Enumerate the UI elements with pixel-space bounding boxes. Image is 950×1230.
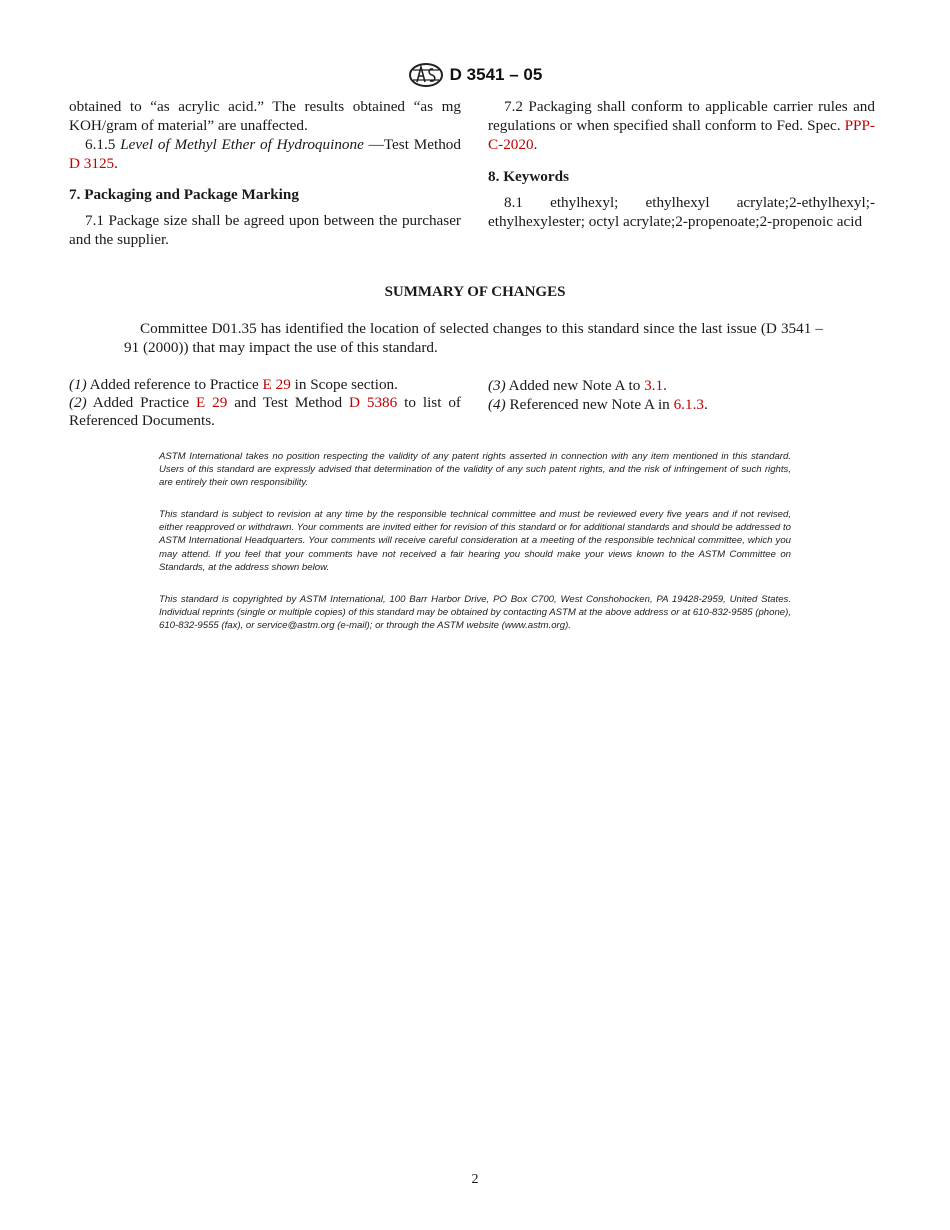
change-item-1: (1) Added reference to Practice E 29 in Scope section. [69, 376, 398, 393]
page-number: 2 [471, 1172, 479, 1187]
page-header [0, 62, 950, 88]
changes-left-column [69, 376, 461, 430]
continued-paragraph: obtained to “as acrylic acid.” The results obtained “as mg KOH/gram of material” are unaffected. [69, 98, 461, 134]
paragraph-8-1: 8.1 ethylhexyl; ethylhexyl acrylate;2-ethylhexyl;-ethylhexylester; octyl acrylate;2-propenoate;2-propenoic acid [488, 194, 875, 230]
paragraph-7-1: 7.1 Package size shall be agreed upon between the purchaser and the supplier. [69, 212, 461, 248]
summary-title: SUMMARY OF CHANGES [384, 284, 566, 300]
section-heading-7: 7. Packaging and Package Marking [69, 186, 299, 203]
left-column [69, 97, 461, 249]
link-d3125[interactable]: D 3125 [69, 155, 115, 172]
summary-intro: Committee D01.35 has identified the location of selected changes to this standard since the last issue (D 3541 – 91 (2000)) that may impact the use of this standard. [124, 320, 823, 356]
link-3-1[interactable]: 3.1 [644, 377, 664, 394]
revision-notice: This standard is subject to revision at any time by the responsible technical committee and must be reviewed every five years and if not revised, either reapproved or withdrawn. Your comments are invited either for revision of this standard or for additional standards and should be addressed to ASTM International Headquarters. Your comments will receive careful consideration at a meeting of the responsible technical committee, which you may attend. If you feel that your comments have not received a fair hearing you should make your views known to the ASTM Committee on Standards, at the address shown below. [159, 509, 791, 573]
paragraph-7-2: 7.2 Packaging shall conform to applicable carrier rules and regulations or when specified shall conform to Fed. Spec. PPP-C-2020. [488, 98, 875, 153]
document-designation: D 3541 – 05 [449, 65, 543, 84]
link-6-1-3[interactable]: 6.1.3 [673, 396, 704, 413]
section-heading-8: 8. Keywords [488, 168, 569, 185]
paragraph-6-1-5: 6.1.5 Level of Methyl Ether of Hydroquinone —Test Method D 3125. [69, 136, 461, 172]
link-d5386[interactable]: D 5386 [348, 394, 398, 411]
change-item-2: (2) Added Practice E 29 and Test Method D 5386 to list of Referenced Documents. [69, 394, 461, 429]
link-e29-2[interactable]: E 29 [196, 394, 228, 411]
right-column [488, 97, 875, 231]
paragraph-6-1-5-title: Level of Methyl Ether of Hydroquinone [120, 136, 364, 153]
link-e29[interactable]: E 29 [262, 376, 291, 393]
copyright-notice: This standard is copyrighted by ASTM International, 100 Barr Harbor Drive, PO Box C700, West Conshohocken, PA 19428-2959, United States. Individual reprints (single or multiple copies) of this standard may be obtained by contacting ASTM at the above address or at 610-832-9585 (phone), 610-832-9555 (fax), or service@astm.org (e-mail); or through the ASTM website (www.astm.org). [159, 594, 791, 632]
patent-notice: ASTM International takes no position respecting the validity of any patent rights asserted in connection with any item mentioned in this standard. Users of this standard are expressly advised that determination of the validity of any such patent rights, and the risk of infringement of such rights, are entirely their own responsibility. [159, 451, 791, 489]
astm-logo-icon [408, 62, 444, 88]
link-ppp-c-2020[interactable]: PPP-C-2020 [488, 117, 875, 153]
change-item-4: (4) Referenced new Note A in 6.1.3. [488, 396, 708, 413]
change-item-3: (3) Added new Note A to 3.1. [488, 377, 667, 394]
changes-right-column [488, 376, 875, 414]
